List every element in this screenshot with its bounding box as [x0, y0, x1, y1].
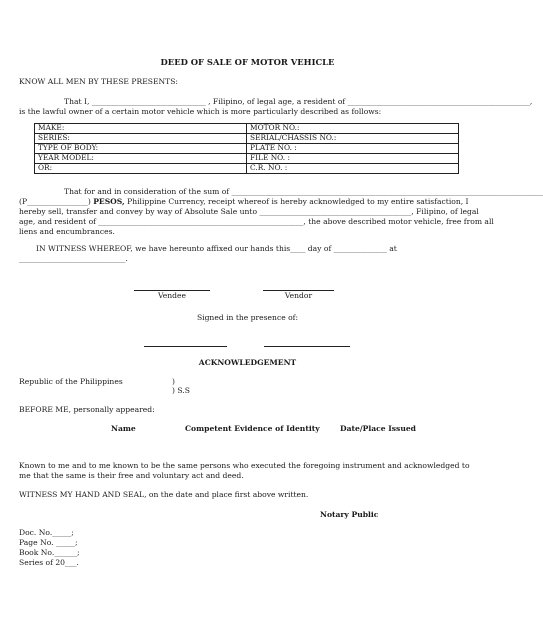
consideration-line-5: liens and encumbrances.	[19, 227, 115, 237]
consideration-line-3: hereby sell, transfer and convey by way of Absolute Sale unto ________________________________________, Filipino, of legal	[19, 207, 479, 217]
vendor-label: Vendor	[284, 291, 313, 300]
cr-no-cell: C.R. NO. :	[247, 164, 459, 174]
intro-line-2: is the lawful owner of a certain motor vehicle which is more particularly described as follows:	[19, 107, 382, 117]
witness-2-signature-line	[264, 346, 350, 347]
witness-paragraph	[19, 244, 479, 264]
signed-presence-text: Signed in the presence of:	[196, 313, 299, 322]
series-of: Series of 20___.	[19, 558, 79, 567]
witness-line-2: ____________________________.	[19, 254, 128, 264]
table-row	[35, 164, 459, 174]
table-row	[35, 144, 459, 154]
intro-paragraph	[19, 97, 533, 117]
doc-no: Doc. No._____;	[19, 528, 74, 537]
table-row	[35, 124, 459, 134]
acknowledgement-heading: ACKNOWLEDGEMENT	[198, 358, 297, 367]
intro-line-1: That I, ______________________________ , Filipino, of legal age, a resident of ________________________________________________,	[64, 97, 533, 106]
table-row	[35, 134, 459, 144]
consideration-line-2	[19, 197, 479, 207]
amount-blank: (P________________)	[19, 197, 94, 207]
witness-hand-text: WITNESS MY HAND AND SEAL, on the date and place first above written.	[19, 490, 309, 499]
table-row	[35, 154, 459, 164]
series-cell: SERIES:	[35, 134, 247, 144]
document-title: DEED OF SALE OF MOTOR VEHICLE	[160, 57, 335, 67]
consideration-line-4: age, and resident of ______________________________________________________, the above described motor vehicle, free from all	[19, 217, 494, 227]
notary-public-label: Notary Public	[320, 510, 379, 519]
ss-label: ) S.S	[172, 386, 190, 395]
motor-no-cell: MOTOR NO.:	[247, 124, 459, 134]
file-no-cell: FILE NO. :	[247, 154, 459, 164]
venue-paren: )	[172, 377, 175, 386]
pesos-label: PESOS,	[93, 197, 125, 207]
serial-chassis-cell: SERIAL/CHASSIS NO.:	[247, 134, 459, 144]
consideration-paragraph	[19, 187, 543, 237]
witness-line-1: IN WITNESS WHEREOF, we have hereunto affixed our hands this____ day of ______________ at	[36, 244, 397, 253]
page-no: Page No. _____;	[19, 538, 78, 547]
witness-1-signature-line	[144, 346, 227, 347]
republic-label: Republic of the Philippines	[19, 377, 123, 386]
before-me-text: BEFORE ME, personally appeared:	[19, 405, 155, 414]
vendee-label: Vendee	[157, 291, 187, 300]
name-column-header: Name	[111, 424, 136, 433]
evidence-column-header: Competent Evidence of Identity	[185, 424, 320, 433]
vehicle-details-table	[34, 123, 459, 174]
make-cell: MAKE:	[35, 124, 247, 134]
known-line-1: Known to me and to me known to be the same persons who executed the foregoing instrument and acknowledged to	[19, 461, 470, 470]
date-place-column-header: Date/Place Issued	[340, 424, 416, 433]
year-model-cell: YEAR MODEL:	[35, 154, 247, 164]
know-all-heading: KNOW ALL MEN BY THESE PRESENTS:	[19, 77, 178, 86]
known-paragraph	[19, 461, 479, 481]
or-cell: OR:	[35, 164, 247, 174]
consideration-line-1: That for and in consideration of the sum of __________________________________________________________________________________	[64, 187, 543, 196]
plate-no-cell: PLATE NO. :	[247, 144, 459, 154]
book-no: Book No.______;	[19, 548, 80, 557]
receipt-text: Philippine Currency, receipt whereof is hereby acknowledged to my entire satisfaction, I	[124, 197, 469, 207]
type-of-body-cell: TYPE OF BODY:	[35, 144, 247, 154]
known-line-2: me that the same is their free and voluntary act and deed.	[19, 471, 244, 481]
